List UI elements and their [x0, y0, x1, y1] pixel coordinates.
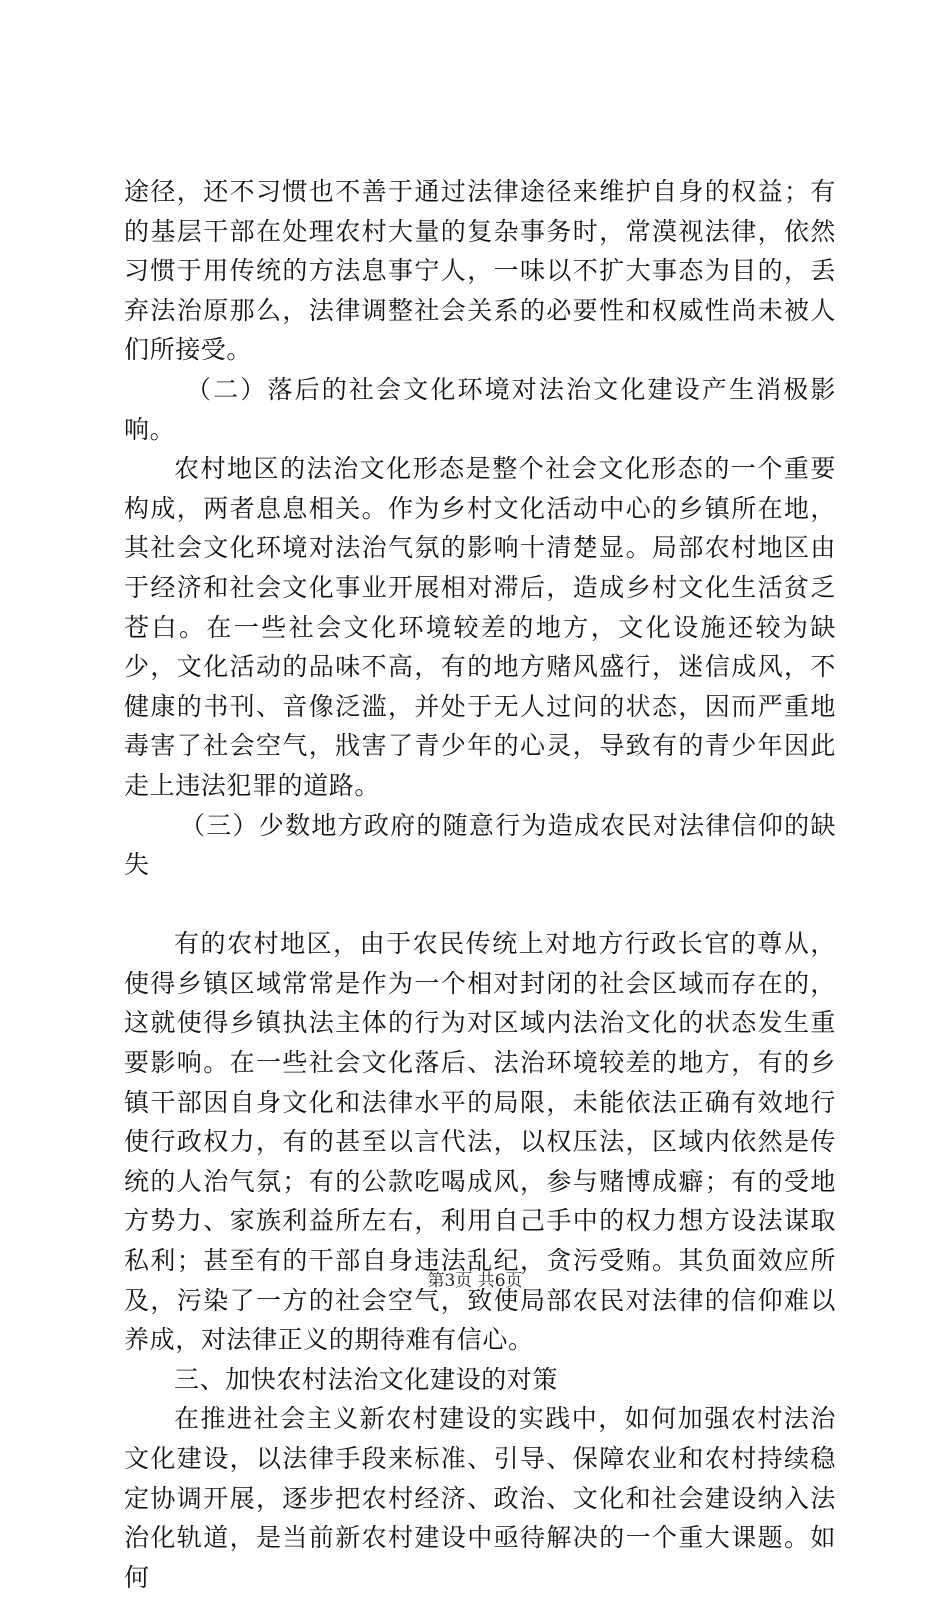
paragraph-local-government: 有的农村地区，由于农民传统上对地方行政长官的尊从，使得乡镇区域常常是作为一个相对封闭的社会区域而存在的，这就使得乡镇执法主体的行为对区域内法治文化的状态发生重要影响。在一些社会文化落后、法治环境较差的地方，有的乡镇干部因自身文化和法律水平的局限，未能依法正确有效地行使行政权力，有的甚至以言代法，以权压法，区域内依然是传统的人治气氛；有的公款吃喝成风，参与赌博成癖；有的受地方势力、家族利益所左右，利用自己手中的权力想方设法谋取私利；甚至有的干部自身违法乱纪，贪污受贿。其负面效应所及，污染了一方的社会空气，致使局部农民对法律的信仰难以养成，对法律正义的期待难有信心。 [124, 929, 836, 1355]
paragraph-culture-environment: 农村地区的法治文化形态是整个社会文化形态的一个重要构成，两者息息相关。作为乡村文化活动中心的乡镇所在地，其社会文化环境对法治气氛的影响十清楚显。局部农村地区由于经济和社会文化事业开展相对滞后，造成乡村文化生活贫乏苍白。在一些社会文化环境较差的地方，文化设施还较为缺少，文化活动的品味不高，有的地方赌风盛行，迷信成风，不健康的书刊、音像泛滥，并处于无人过问的状态，因而严重地毒害了社会空气，戕害了青少年的心灵，导致有的青少年因此走上违法犯罪的道路。 [124, 454, 836, 800]
paragraph-continuation: 途径，还不习惯也不善于通过法律途径来维护自身的权益；有的基层干部在处理农村大量的复杂事务时，常漠视法律，依然习惯于用传统的方法息事宁人，一味以不扩大事态为目的，丢弃法治原那么，法律调整社会关系的必要性和权威性尚未被人们所接受。 [124, 177, 836, 365]
section-heading-2: （二）落后的社会文化环境对法治文化建设产生消极影响。 [124, 374, 836, 444]
section-heading-3: （三）少数地方政府的随意行为造成农民对法律信仰的缺失 [124, 810, 836, 880]
document-body [124, 172, 836, 1597]
section-heading-countermeasures: 三、加快农村法治文化建设的对策 [174, 1364, 559, 1394]
page-number: 第3页 共6页 [427, 1271, 523, 1291]
paragraph-new-countryside: 在推进社会主义新农村建设的实践中，如何加强农村法治文化建设，以法律手段来标准、引导、保障农业和农村持续稳定协调开展，逐步把农村经济、政治、文化和社会建设纳入法治化轨道，是当前新农村建设中亟待解决的一个重大课题。如何 [124, 1404, 836, 1592]
